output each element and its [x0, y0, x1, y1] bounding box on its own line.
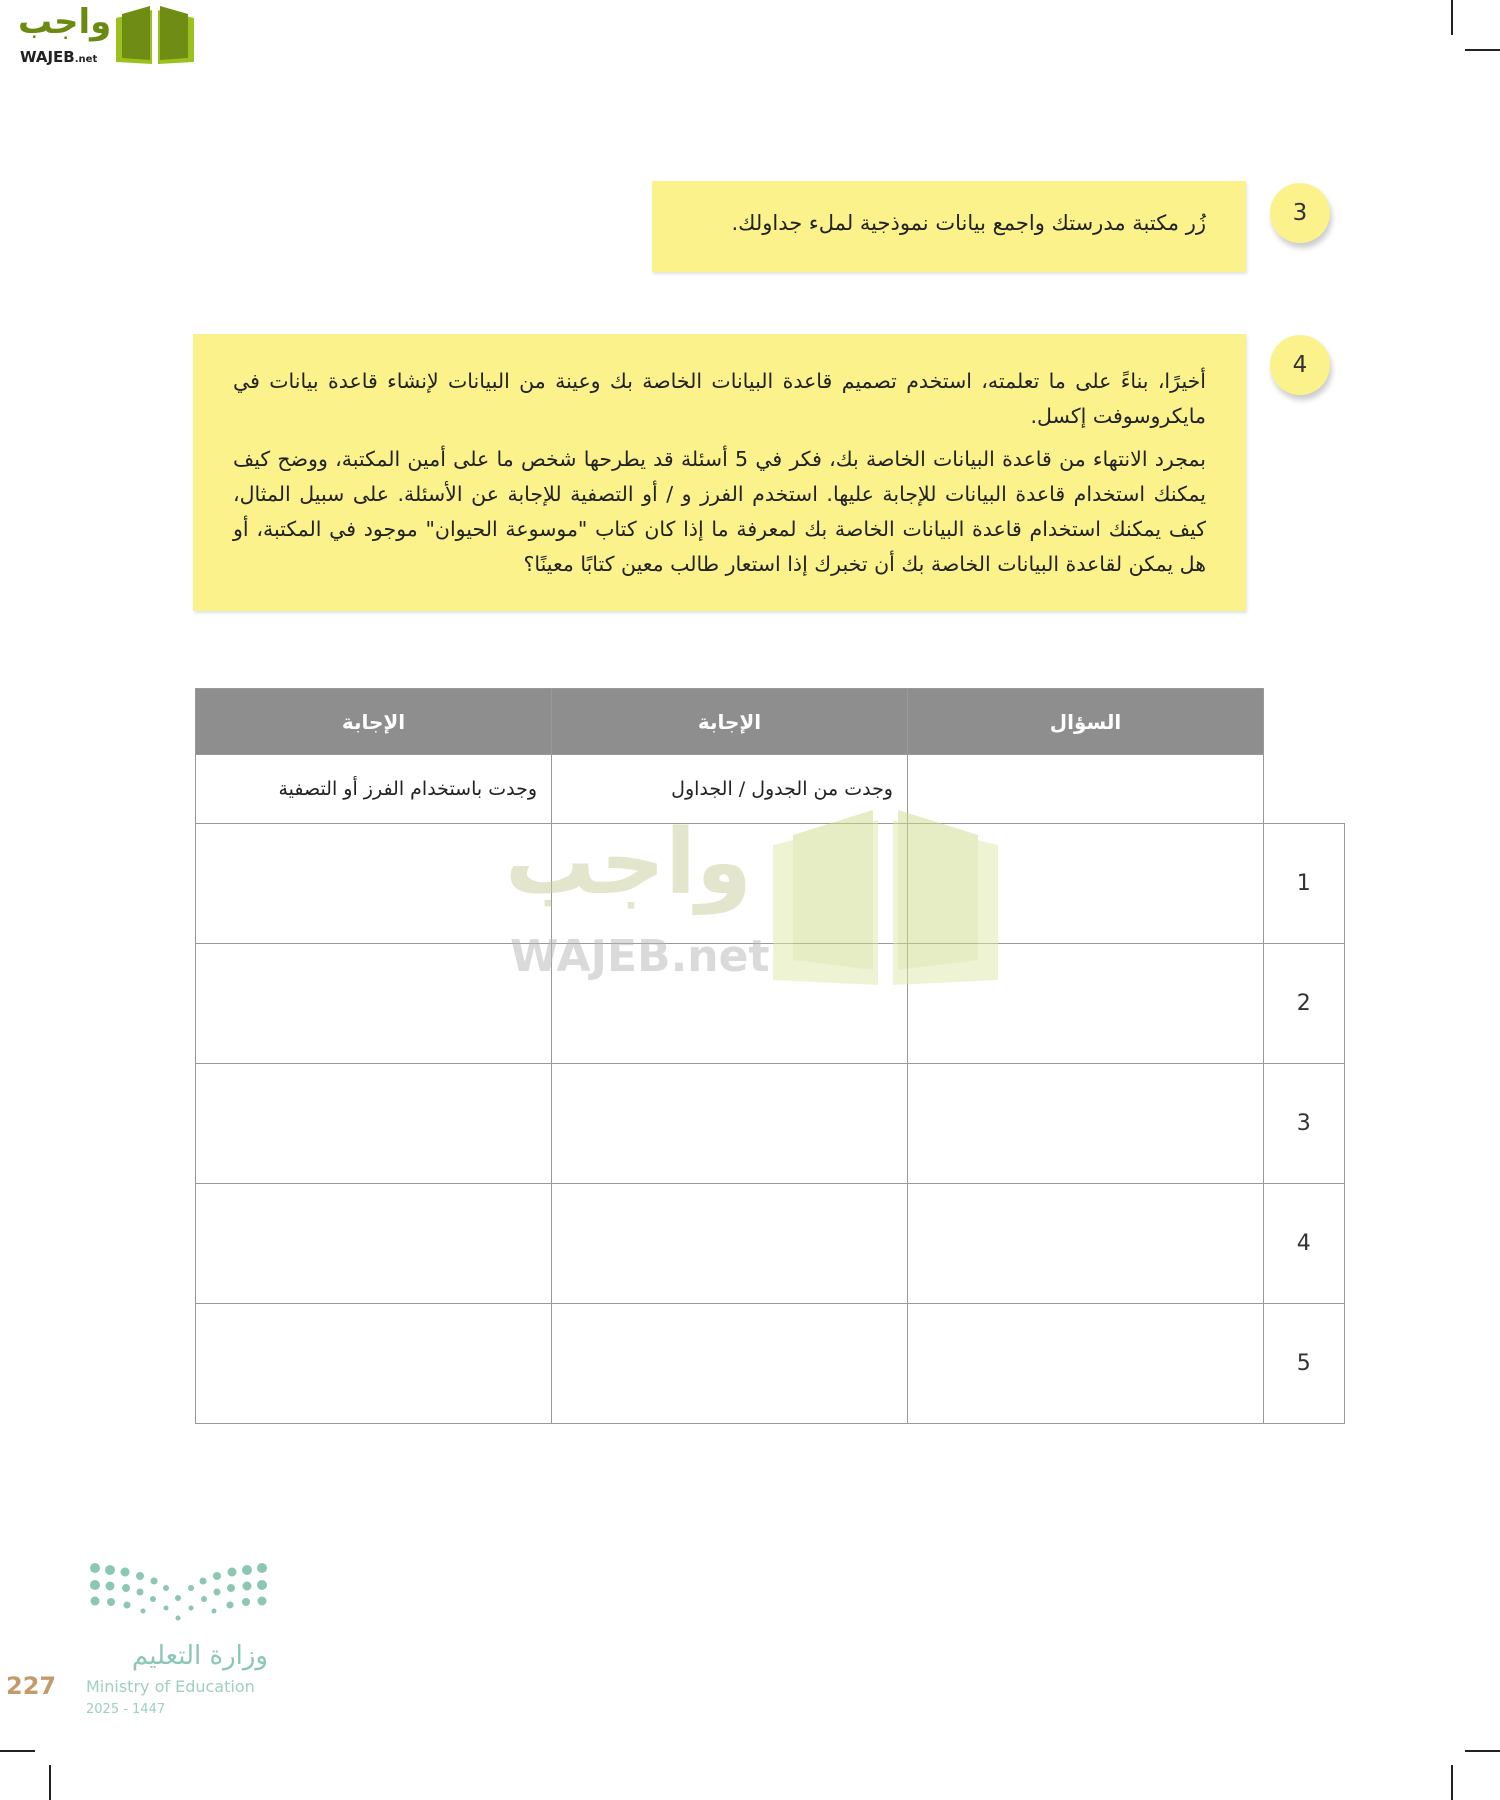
answer-sort-cell[interactable]: [196, 1304, 552, 1424]
ministry-arabic: وزارة التعليم: [131, 1641, 268, 1671]
question-cell[interactable]: [908, 1064, 1264, 1184]
row-number: 5: [1264, 1304, 1345, 1424]
answer-sort-cell[interactable]: [196, 1064, 552, 1184]
crop-mark: [1451, 0, 1453, 35]
answer-tables-cell[interactable]: [552, 1184, 908, 1304]
subheader-question: [908, 755, 1264, 824]
watermark-english: WAJEB.net: [510, 931, 770, 982]
answer-sort-cell[interactable]: [196, 824, 552, 944]
book-icon: [114, 6, 196, 66]
step-4-note: [193, 334, 1246, 611]
logo-arabic: واجب: [18, 2, 112, 42]
answer-tables-cell[interactable]: [552, 824, 908, 944]
step-3-badge: 3: [1270, 183, 1330, 243]
watermark-arabic: واجب: [505, 810, 752, 915]
header-question: السؤال: [908, 689, 1264, 755]
answer-tables-cell[interactable]: [552, 1304, 908, 1424]
ministry-english: Ministry of Education: [86, 1677, 255, 1696]
step-4-paragraph-2: بمجرد الانتهاء من قاعدة البيانات الخاصة بك، فكر في 5 أسئلة قد يطرحها شخص ما على أمين المكتبة، ووضح كيف يمكنك استخدام قاعدة البيانات للإجابة عليها. استخدم الفرز و / أو التصفية للإجابة عن الأسئلة. على سبيل المثال، كيف يمكنك استخدام قاعدة البيانات الخاصة بك لمعرفة ما إذا كان كتاب "موسوعة الحيوان" موجود في المكتبة، أو هل يمكن لقاعدة البيانات الخاصة بك أن تخبرك إذا استعار طالب معين كتابًا معينًا؟: [233, 447, 1206, 576]
table-row: [196, 1184, 1345, 1304]
empty-corner: [1264, 689, 1345, 755]
answer-tables-cell[interactable]: [552, 944, 908, 1064]
question-cell[interactable]: [908, 824, 1264, 944]
crop-mark: [1451, 1765, 1453, 1800]
logo-english: WAJEB.net: [20, 48, 98, 66]
row-number: 2: [1264, 944, 1345, 1064]
answer-sort-cell[interactable]: [196, 944, 552, 1064]
row-number: 1: [1264, 824, 1345, 944]
header-answer-tables: الإجابة: [552, 689, 908, 755]
answer-tables-cell[interactable]: [552, 1064, 908, 1184]
header-answer-sort-filter: الإجابة: [196, 689, 552, 755]
table-row: [196, 1064, 1345, 1184]
crop-mark: [1465, 1750, 1500, 1752]
crop-mark: [0, 1750, 35, 1752]
subheader-found-by-sort-filter: وجدت باستخدام الفرز أو التصفية: [196, 755, 552, 824]
step-3-text: زُر مكتبة مدرستك واجمع بيانات نموذجية لملء جداولك.: [731, 211, 1206, 235]
step-4-paragraph-1: أخيرًا، بناءً على ما تعلمته، استخدم تصميم قاعدة البيانات الخاصة بك وعينة من البيانات لإنشاء قاعدة بيانات في مايكروسوفت إكسل.: [233, 369, 1206, 428]
empty-corner: [1264, 755, 1345, 824]
table-row: [196, 1304, 1345, 1424]
row-number: 3: [1264, 1064, 1345, 1184]
questions-table: [195, 688, 1345, 1424]
question-cell[interactable]: [908, 944, 1264, 1064]
step-4-badge: 4: [1270, 335, 1330, 395]
wajeb-logo[interactable]: [8, 2, 193, 68]
table-row: [196, 824, 1345, 944]
page-number: 227: [6, 1672, 57, 1700]
ministry-logo: [6, 1561, 276, 1731]
crop-mark: [49, 1765, 51, 1800]
answer-sort-cell[interactable]: [196, 1184, 552, 1304]
year: 2025 - 1447: [86, 1702, 166, 1717]
row-number: 4: [1264, 1184, 1345, 1304]
table-row: [196, 944, 1345, 1064]
step-3-note: [652, 181, 1246, 272]
question-cell[interactable]: [908, 1184, 1264, 1304]
crop-mark: [1465, 49, 1500, 51]
ministry-dots-icon: [86, 1561, 271, 1626]
question-cell[interactable]: [908, 1304, 1264, 1424]
subheader-found-in-tables: وجدت من الجدول / الجداول: [552, 755, 908, 824]
